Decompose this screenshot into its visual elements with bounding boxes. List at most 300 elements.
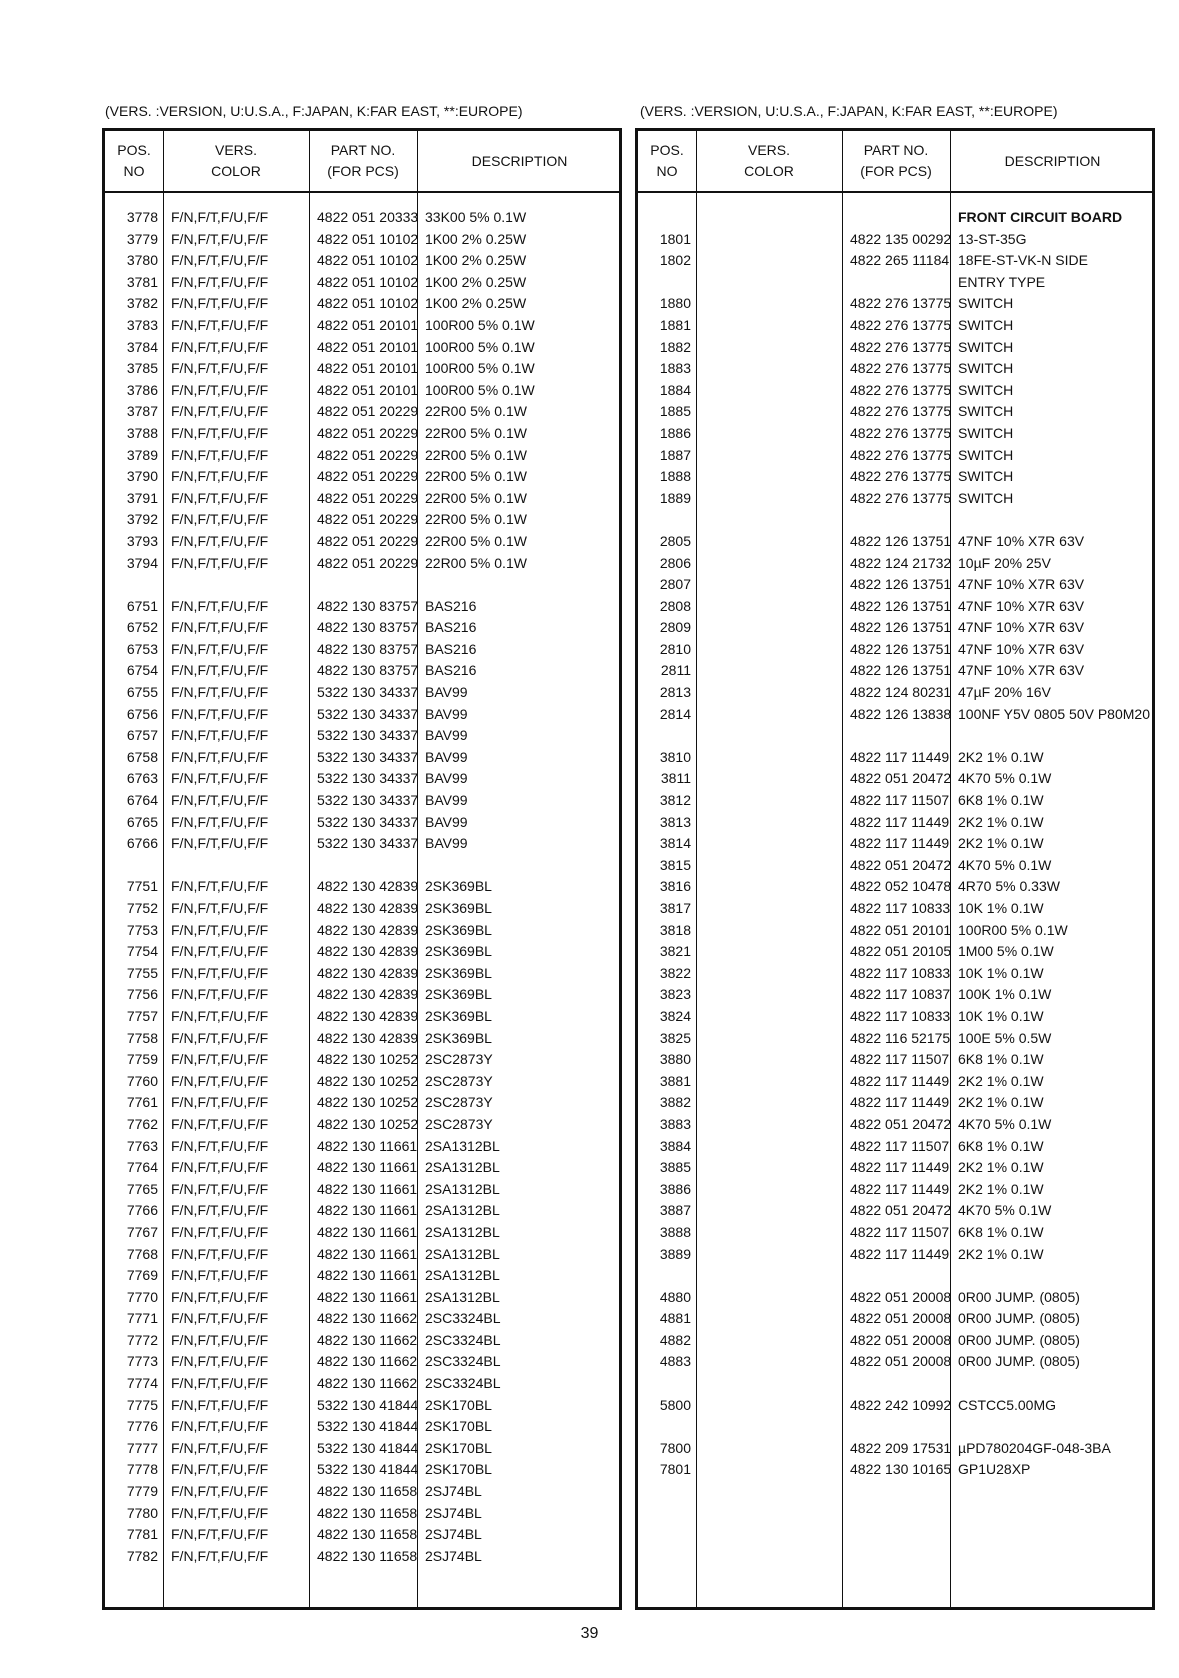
part-number-cell: 4822 242 10992 bbox=[850, 1396, 952, 1413]
part-number-cell: 5322 130 41844 bbox=[317, 1396, 419, 1413]
description-cell: CSTCC5.00MG bbox=[958, 1396, 1057, 1413]
table-row bbox=[638, 876, 1152, 898]
header-part: PART NO. (FOR PCS) bbox=[860, 142, 932, 179]
table-row bbox=[105, 984, 619, 1006]
table-row bbox=[105, 1244, 619, 1266]
version-cell: F/N,F/T,F/U,F/F bbox=[171, 1483, 269, 1500]
table-row bbox=[638, 250, 1152, 272]
table-row bbox=[638, 574, 1152, 596]
version-cell: F/N,F/T,F/U,F/F bbox=[171, 1526, 269, 1543]
version-cell: F/N,F/T,F/U,F/F bbox=[171, 403, 269, 420]
part-number-cell: 4822 126 13751 bbox=[850, 597, 952, 614]
version-cell: F/N,F/T,F/U,F/F bbox=[171, 1439, 269, 1456]
version-cell: F/N,F/T,F/U,F/F bbox=[171, 338, 269, 355]
pos-cell: 7758 bbox=[126, 1029, 158, 1046]
description-cell: 100R00 5% 0.1W bbox=[425, 360, 535, 377]
description-cell: BAS216 bbox=[425, 619, 477, 636]
part-number-cell: 4822 051 20008 bbox=[850, 1331, 952, 1348]
pos-cell: 5800 bbox=[659, 1396, 691, 1413]
table-row bbox=[105, 337, 619, 359]
description-cell: 22R00 5% 0.1W bbox=[425, 446, 527, 463]
description-cell: BAS216 bbox=[425, 597, 477, 614]
table-row bbox=[105, 747, 619, 769]
pos-cell: 3885 bbox=[659, 1159, 691, 1176]
pos-cell: 3888 bbox=[659, 1223, 691, 1240]
part-number-cell: 4822 209 17531 bbox=[850, 1439, 952, 1456]
table-row bbox=[638, 1287, 1152, 1309]
table-row bbox=[638, 639, 1152, 661]
version-cell: F/N,F/T,F/U,F/F bbox=[171, 1504, 269, 1521]
version-cell: F/N,F/T,F/U,F/F bbox=[171, 532, 269, 549]
pos-cell: 3784 bbox=[126, 338, 158, 355]
table-row bbox=[105, 488, 619, 510]
pos-cell: 3812 bbox=[659, 792, 691, 809]
header-desc: DESCRIPTION bbox=[471, 152, 568, 169]
table-row bbox=[105, 963, 619, 985]
part-number-cell: 4822 124 21732 bbox=[850, 554, 952, 571]
table-row bbox=[105, 682, 619, 704]
pos-cell: 1883 bbox=[659, 360, 691, 377]
table-row bbox=[638, 466, 1152, 488]
description-cell: 100NF Y5V 0805 50V P80M20 bbox=[958, 705, 1150, 722]
description-cell: 13-ST-35G bbox=[958, 230, 1027, 247]
description-cell: 2SJ74BL bbox=[425, 1504, 482, 1521]
pos-cell: 4883 bbox=[659, 1353, 691, 1370]
pos-cell: 3880 bbox=[659, 1051, 691, 1068]
pos-cell: 1884 bbox=[659, 381, 691, 398]
description-cell: 4K70 5% 0.1W bbox=[958, 1115, 1052, 1132]
part-number-cell: 4822 130 11661 bbox=[317, 1202, 418, 1219]
description-cell: SWITCH bbox=[958, 403, 1014, 420]
pos-cell: 7780 bbox=[126, 1504, 158, 1521]
table-row bbox=[105, 1028, 619, 1050]
pos-cell: 3780 bbox=[126, 252, 158, 269]
version-cell: F/N,F/T,F/U,F/F bbox=[171, 943, 269, 960]
description-cell: SWITCH bbox=[958, 338, 1014, 355]
version-cell: F/N,F/T,F/U,F/F bbox=[171, 705, 269, 722]
table-row bbox=[638, 768, 1152, 790]
pos-cell: 3782 bbox=[126, 295, 158, 312]
table-row bbox=[638, 898, 1152, 920]
description-cell: 22R00 5% 0.1W bbox=[425, 511, 527, 528]
description-cell: BAV99 bbox=[425, 684, 468, 701]
part-number-cell: 5322 130 34337 bbox=[317, 770, 419, 787]
description-cell: 2SA1312BL bbox=[425, 1202, 500, 1219]
part-number-cell: 4822 265 11184 bbox=[850, 252, 950, 269]
table-row bbox=[105, 1179, 619, 1201]
pos-cell: 7757 bbox=[126, 1007, 158, 1024]
table-row bbox=[105, 1546, 619, 1568]
version-cell: F/N,F/T,F/U,F/F bbox=[171, 619, 269, 636]
part-number-cell: 5322 130 41844 bbox=[317, 1418, 419, 1435]
table-row bbox=[105, 1373, 619, 1395]
pos-cell: 7770 bbox=[126, 1288, 158, 1305]
pos-cell: 2807 bbox=[659, 576, 691, 593]
table-row bbox=[105, 1092, 619, 1114]
description-cell: 100E 5% 0.5W bbox=[958, 1029, 1052, 1046]
table-row bbox=[638, 445, 1152, 467]
description-cell: 22R00 5% 0.1W bbox=[425, 468, 527, 485]
description-cell: SWITCH bbox=[958, 295, 1014, 312]
table-row bbox=[105, 1459, 619, 1481]
table-row bbox=[105, 272, 619, 294]
part-number-cell: 4822 051 20229 bbox=[317, 446, 419, 463]
pos-cell: 3793 bbox=[126, 532, 158, 549]
description-cell: 2SC2873Y bbox=[425, 1094, 493, 1111]
part-number-cell: 4822 117 11507 bbox=[850, 792, 950, 809]
legend-left: (VERS. :VERSION, U:U.S.A., F:JAPAN, K:FAR EAST, **:EUROPE) bbox=[105, 103, 523, 119]
description-cell: SWITCH bbox=[958, 468, 1014, 485]
table-row bbox=[638, 660, 1152, 682]
pos-cell: 6757 bbox=[126, 727, 158, 744]
part-number-cell: 4822 130 11662 bbox=[317, 1331, 418, 1348]
version-cell: F/N,F/T,F/U,F/F bbox=[171, 921, 269, 938]
table-row bbox=[638, 1006, 1152, 1028]
table-row bbox=[638, 941, 1152, 963]
pos-cell: 3887 bbox=[659, 1202, 691, 1219]
table-row bbox=[638, 984, 1152, 1006]
version-cell: F/N,F/T,F/U,F/F bbox=[171, 1547, 269, 1564]
pos-cell: 2811 bbox=[660, 662, 691, 679]
pos-cell: 7771 bbox=[126, 1310, 158, 1327]
part-number-cell: 4822 130 83757 bbox=[317, 619, 419, 636]
part-number-cell: 4822 052 10478 bbox=[850, 878, 952, 895]
description-cell: 2K2 1% 0.1W bbox=[958, 1180, 1044, 1197]
description-cell: BAV99 bbox=[425, 792, 468, 809]
pos-cell: 6752 bbox=[126, 619, 158, 636]
description-cell: BAV99 bbox=[425, 705, 468, 722]
version-cell: F/N,F/T,F/U,F/F bbox=[171, 230, 269, 247]
description-cell: 2SK170BL bbox=[425, 1461, 492, 1478]
description-cell: 47NF 10% X7R 63V bbox=[958, 662, 1085, 679]
description-cell: 2SK369BL bbox=[425, 1029, 492, 1046]
version-cell: F/N,F/T,F/U,F/F bbox=[171, 1375, 269, 1392]
header-vers: VERS. COLOR bbox=[744, 142, 794, 179]
description-cell: 1M00 5% 0.1W bbox=[958, 943, 1054, 960]
pos-cell: 6753 bbox=[126, 640, 158, 657]
pos-cell: 7774 bbox=[126, 1375, 158, 1392]
table-row bbox=[105, 509, 619, 531]
version-cell: F/N,F/T,F/U,F/F bbox=[171, 209, 269, 225]
table-row bbox=[638, 855, 1152, 877]
legend-right: (VERS. :VERSION, U:U.S.A., F:JAPAN, K:FAR EAST, **:EUROPE) bbox=[640, 103, 1058, 119]
part-number-cell: 4822 130 42839 bbox=[317, 964, 419, 981]
version-cell: F/N,F/T,F/U,F/F bbox=[171, 1115, 269, 1132]
part-number-cell: 4822 130 10252 bbox=[317, 1094, 419, 1111]
version-cell: F/N,F/T,F/U,F/F bbox=[171, 1223, 269, 1240]
part-number-cell: 4822 117 10833 bbox=[850, 900, 951, 916]
pos-cell: 3818 bbox=[659, 921, 691, 938]
pos-cell: 3882 bbox=[659, 1094, 691, 1111]
description-cell: 1K00 2% 0.25W bbox=[425, 273, 527, 290]
table-row bbox=[638, 1416, 1152, 1438]
description-cell: 2SK369BL bbox=[425, 900, 492, 916]
table-row bbox=[105, 1071, 619, 1093]
description-cell: BAS216 bbox=[425, 662, 477, 679]
part-number-cell: 4822 130 11661 bbox=[317, 1180, 418, 1197]
table-row bbox=[105, 920, 619, 942]
description-cell: 2SC3324BL bbox=[425, 1375, 501, 1392]
part-number-cell: 4822 130 11662 bbox=[317, 1375, 418, 1392]
part-number-cell: 4822 130 42839 bbox=[317, 921, 419, 938]
description-cell: 2SK369BL bbox=[425, 921, 492, 938]
pos-cell: 3816 bbox=[659, 878, 691, 895]
description-cell: GP1U28XP bbox=[958, 1461, 1031, 1478]
part-number-cell: 4822 051 20229 bbox=[317, 489, 419, 506]
part-number-cell: 4822 276 13775 bbox=[850, 381, 952, 398]
pos-cell: 4881 bbox=[659, 1310, 691, 1327]
part-number-cell: 4822 130 11661 bbox=[317, 1245, 418, 1262]
description-cell: 2SA1312BL bbox=[425, 1288, 500, 1305]
table-row bbox=[105, 358, 619, 380]
part-number-cell: 4822 051 20229 bbox=[317, 554, 419, 571]
description-cell: SWITCH bbox=[958, 381, 1014, 398]
table-row bbox=[638, 1351, 1152, 1373]
table-row bbox=[105, 1200, 619, 1222]
table-row bbox=[105, 639, 619, 661]
part-number-cell: 4822 051 20101 bbox=[317, 360, 419, 377]
part-number-cell: 5322 130 34337 bbox=[317, 813, 419, 830]
description-cell: 2SA1312BL bbox=[425, 1159, 500, 1176]
part-number-cell: 4822 276 13775 bbox=[850, 446, 952, 463]
description-cell: BAS216 bbox=[425, 640, 477, 657]
table-row bbox=[105, 855, 619, 877]
table-row bbox=[638, 1136, 1152, 1158]
description-cell: 6K8 1% 0.1W bbox=[958, 1223, 1044, 1240]
part-number-cell: 4822 276 13775 bbox=[850, 360, 952, 377]
table-row bbox=[105, 617, 619, 639]
description-cell: 6K8 1% 0.1W bbox=[958, 1051, 1044, 1068]
part-number-cell: 4822 126 13751 bbox=[850, 662, 952, 679]
pos-cell: 3783 bbox=[126, 316, 158, 333]
table-row bbox=[105, 207, 619, 229]
table-row bbox=[638, 833, 1152, 855]
table-row bbox=[105, 466, 619, 488]
table-row bbox=[105, 725, 619, 747]
version-cell: F/N,F/T,F/U,F/F bbox=[171, 1353, 269, 1370]
description-cell: 2SA1312BL bbox=[425, 1267, 500, 1284]
part-number-cell: 4822 117 10837 bbox=[850, 986, 951, 1003]
part-number-cell: 4822 130 11661 bbox=[317, 1137, 418, 1154]
description-cell: 2SC2873Y bbox=[425, 1072, 493, 1089]
version-cell: F/N,F/T,F/U,F/F bbox=[171, 446, 269, 463]
description-cell: BAV99 bbox=[425, 727, 468, 744]
table-row bbox=[105, 768, 619, 790]
description-cell: 2SJ74BL bbox=[425, 1547, 482, 1564]
part-number-cell: 4822 130 42839 bbox=[317, 1007, 419, 1024]
description-cell: 2K2 1% 0.1W bbox=[958, 748, 1044, 765]
part-number-cell: 4822 051 10102 bbox=[317, 230, 419, 247]
pos-cell: 3813 bbox=[659, 813, 691, 830]
version-cell: F/N,F/T,F/U,F/F bbox=[171, 1461, 269, 1478]
pos-cell: 3821 bbox=[659, 943, 691, 960]
table-row bbox=[638, 401, 1152, 423]
part-number-cell: 4822 130 10165 bbox=[850, 1461, 952, 1478]
part-number-cell: 4822 126 13751 bbox=[850, 576, 952, 593]
pos-cell: 3815 bbox=[659, 856, 691, 873]
description-cell: 2SK170BL bbox=[425, 1396, 492, 1413]
part-number-cell: 4822 130 11661 bbox=[317, 1288, 418, 1305]
pos-cell: 1880 bbox=[659, 295, 691, 312]
pos-cell: 3787 bbox=[126, 403, 158, 420]
version-cell: F/N,F/T,F/U,F/F bbox=[171, 295, 269, 312]
part-number-cell: 4822 051 20472 bbox=[850, 1202, 952, 1219]
part-number-cell: 4822 130 83757 bbox=[317, 640, 419, 657]
table-row bbox=[105, 250, 619, 272]
version-cell: F/N,F/T,F/U,F/F bbox=[171, 1137, 269, 1154]
pos-cell: 7800 bbox=[659, 1439, 691, 1456]
parts-table-left bbox=[102, 128, 622, 1610]
pos-cell: 3823 bbox=[659, 986, 691, 1003]
pos-cell: 7765 bbox=[126, 1180, 158, 1197]
part-number-cell: 4822 117 11449 bbox=[850, 835, 950, 852]
table-row bbox=[638, 1092, 1152, 1114]
description-cell: 2K2 1% 0.1W bbox=[958, 1245, 1044, 1262]
table-row bbox=[105, 401, 619, 423]
part-number-cell: 5322 130 34337 bbox=[317, 748, 419, 765]
table-row bbox=[638, 315, 1152, 337]
pos-cell: 3825 bbox=[659, 1029, 691, 1046]
part-number-cell: 4822 117 11449 bbox=[850, 1245, 950, 1262]
table-row bbox=[105, 1157, 619, 1179]
pos-cell: 7751 bbox=[126, 878, 158, 895]
description-cell: 22R00 5% 0.1W bbox=[425, 424, 527, 441]
header-vers: VERS. COLOR bbox=[211, 142, 261, 179]
part-number-cell: 4822 130 11662 bbox=[317, 1353, 418, 1370]
pos-cell: 1802 bbox=[659, 252, 691, 269]
pos-cell: 3884 bbox=[659, 1137, 691, 1154]
description-cell: 2SC2873Y bbox=[425, 1115, 493, 1132]
part-number-cell: 4822 276 13775 bbox=[850, 338, 952, 355]
part-number-cell: 4822 051 20008 bbox=[850, 1288, 952, 1305]
description-cell: 2SJ74BL bbox=[425, 1483, 482, 1500]
description-cell: 47NF 10% X7R 63V bbox=[958, 597, 1085, 614]
pos-cell: 6764 bbox=[126, 792, 158, 809]
description-cell: 10µF 20% 25V bbox=[958, 554, 1051, 571]
part-number-cell: 5322 130 34337 bbox=[317, 684, 419, 701]
header-desc: DESCRIPTION bbox=[1004, 152, 1101, 169]
version-cell: F/N,F/T,F/U,F/F bbox=[171, 554, 269, 571]
part-number-cell: 4822 130 11662 bbox=[317, 1310, 418, 1327]
part-number-cell: 4822 051 20229 bbox=[317, 403, 419, 420]
pos-cell: 3792 bbox=[126, 511, 158, 528]
pos-cell: 7762 bbox=[126, 1115, 158, 1132]
part-number-cell: 4822 051 20229 bbox=[317, 511, 419, 528]
pos-cell: 3814 bbox=[659, 835, 691, 852]
table-row bbox=[638, 1157, 1152, 1179]
table-row bbox=[638, 1179, 1152, 1201]
part-number-cell: 4822 135 00292 bbox=[850, 230, 952, 247]
pos-cell: 3817 bbox=[659, 900, 691, 916]
part-number-cell: 4822 126 13751 bbox=[850, 640, 952, 657]
table-row bbox=[105, 1351, 619, 1373]
page-number: 39 bbox=[580, 1625, 599, 1642]
pos-cell: 2809 bbox=[659, 619, 691, 636]
description-cell: 18FE-ST-VK-N SIDE bbox=[958, 252, 1088, 269]
table-row bbox=[638, 293, 1152, 315]
pos-cell: 4880 bbox=[659, 1288, 691, 1305]
part-number-cell: 4822 130 10252 bbox=[317, 1115, 419, 1132]
table-row bbox=[638, 553, 1152, 575]
table-row bbox=[638, 1459, 1152, 1481]
pos-cell: 3788 bbox=[126, 424, 158, 441]
part-number-cell: 4822 276 13775 bbox=[850, 468, 952, 485]
table-row bbox=[638, 725, 1152, 747]
table-row bbox=[638, 1395, 1152, 1417]
pos-cell: 6765 bbox=[126, 813, 158, 830]
pos-cell: 7761 bbox=[126, 1094, 158, 1111]
part-number-cell: 4822 126 13838 bbox=[850, 705, 952, 722]
pos-cell: 1885 bbox=[659, 403, 691, 420]
description-cell: 2SA1312BL bbox=[425, 1180, 500, 1197]
version-cell: F/N,F/T,F/U,F/F bbox=[171, 835, 269, 852]
table-row bbox=[638, 963, 1152, 985]
version-cell: F/N,F/T,F/U,F/F bbox=[171, 360, 269, 377]
pos-cell: 3791 bbox=[126, 489, 158, 506]
table-row bbox=[105, 941, 619, 963]
part-number-cell: 4822 130 83757 bbox=[317, 662, 419, 679]
part-number-cell: 4822 117 11449 bbox=[850, 1180, 950, 1197]
table-row bbox=[105, 596, 619, 618]
pos-cell: 3778 bbox=[126, 209, 158, 225]
table-row bbox=[105, 1438, 619, 1460]
table-row bbox=[105, 833, 619, 855]
pos-cell: 1887 bbox=[659, 446, 691, 463]
pos-cell: 2813 bbox=[659, 684, 691, 701]
pos-cell: 7763 bbox=[126, 1137, 158, 1154]
description-cell: SWITCH bbox=[958, 360, 1014, 377]
description-cell: 0R00 JUMP. (0805) bbox=[958, 1310, 1080, 1327]
description-cell: 10K 1% 0.1W bbox=[958, 964, 1044, 981]
description-cell: 2SC3324BL bbox=[425, 1331, 501, 1348]
version-cell: F/N,F/T,F/U,F/F bbox=[171, 878, 269, 895]
table-row bbox=[638, 509, 1152, 531]
description-cell: 47µF 20% 16V bbox=[958, 684, 1051, 701]
description-cell: 100R00 5% 0.1W bbox=[958, 921, 1068, 938]
table-row bbox=[638, 1373, 1152, 1395]
table-row bbox=[638, 1028, 1152, 1050]
table-row bbox=[105, 574, 619, 596]
pos-cell: 7781 bbox=[126, 1526, 158, 1543]
description-cell: 1K00 2% 0.25W bbox=[425, 295, 527, 312]
version-cell: F/N,F/T,F/U,F/F bbox=[171, 748, 269, 765]
description-cell: 4K70 5% 0.1W bbox=[958, 770, 1052, 787]
part-number-cell: 5322 130 41844 bbox=[317, 1439, 419, 1456]
description-cell: 2SK170BL bbox=[425, 1439, 492, 1456]
part-number-cell: 4822 051 20101 bbox=[317, 338, 419, 355]
table-row bbox=[105, 812, 619, 834]
part-number-cell: 4822 130 11658 bbox=[317, 1547, 418, 1564]
version-cell: F/N,F/T,F/U,F/F bbox=[171, 381, 269, 398]
table-row bbox=[638, 488, 1152, 510]
table-row bbox=[105, 1114, 619, 1136]
version-cell: F/N,F/T,F/U,F/F bbox=[171, 684, 269, 701]
table-row bbox=[638, 682, 1152, 704]
version-cell: F/N,F/T,F/U,F/F bbox=[171, 640, 269, 657]
part-number-cell: 4822 126 13751 bbox=[850, 532, 952, 549]
description-cell: 2SC3324BL bbox=[425, 1353, 501, 1370]
description-cell: 4K70 5% 0.1W bbox=[958, 856, 1052, 873]
pos-cell: 7775 bbox=[126, 1396, 158, 1413]
pos-cell: 2805 bbox=[659, 532, 691, 549]
pos-cell: 7773 bbox=[126, 1353, 158, 1370]
description-cell: BAV99 bbox=[425, 813, 468, 830]
pos-cell: 1889 bbox=[659, 489, 691, 506]
table-row bbox=[638, 812, 1152, 834]
pos-cell: 7766 bbox=[126, 1202, 158, 1219]
part-number-cell: 4822 051 20008 bbox=[850, 1353, 952, 1370]
pos-cell: 1886 bbox=[659, 424, 691, 441]
